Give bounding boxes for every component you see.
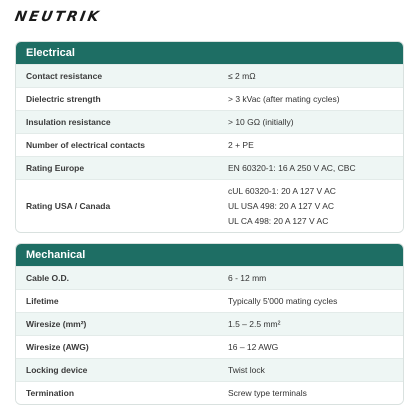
spec-value: ≤ 2 mΩ <box>228 71 256 81</box>
spec-row <box>16 156 403 179</box>
spec-value: 16 – 12 AWG <box>228 342 279 352</box>
spec-value: 1.5 – 2.5 mm² <box>228 319 281 329</box>
spec-value: Twist lock <box>228 365 265 375</box>
spec-label: Rating USA / Canada <box>26 201 111 211</box>
spec-row <box>16 179 403 232</box>
spec-label: Insulation resistance <box>26 117 111 127</box>
spec-value: > 10 GΩ (initially) <box>228 117 294 127</box>
spec-label: Locking device <box>26 365 88 375</box>
mechanical-section <box>15 243 404 405</box>
spec-value: 6 - 12 mm <box>228 273 267 283</box>
spec-row <box>16 87 403 110</box>
spec-label: Number of electrical contacts <box>26 140 146 150</box>
spec-row <box>16 381 403 404</box>
spec-row <box>16 312 403 335</box>
spec-value-line: UL CA 498: 20 A 127 V AC <box>228 215 329 226</box>
spec-label: Lifetime <box>26 296 59 306</box>
spec-value: > 3 kVac (after mating cycles) <box>228 94 340 104</box>
section-title: Mechanical <box>16 244 403 266</box>
spec-row <box>16 289 403 312</box>
spec-row <box>16 358 403 381</box>
spec-label: Contact resistance <box>26 71 103 81</box>
spec-value-list <box>228 184 403 229</box>
spec-label: Wiresize (AWG) <box>26 342 89 352</box>
neutrik-logo: NEUTRIK <box>13 9 103 25</box>
spec-value-line: cUL 60320-1: 20 A 127 V AC <box>228 185 336 196</box>
spec-value: EN 60320-1: 16 A 250 V AC, CBC <box>228 163 356 173</box>
spec-label: Cable O.D. <box>26 273 69 283</box>
spec-label: Termination <box>26 388 75 398</box>
spec-row <box>16 266 403 289</box>
spec-value: Typically 5'000 mating cycles <box>228 296 338 306</box>
spec-label: Dielectric strength <box>26 94 101 104</box>
electrical-section <box>15 41 404 233</box>
section-title: Electrical <box>16 42 403 64</box>
spec-row <box>16 133 403 156</box>
spec-label: Rating Europe <box>26 163 85 173</box>
spec-value-line: UL USA 498: 20 A 127 V AC <box>228 200 335 211</box>
spec-row <box>16 64 403 87</box>
spec-value: 2 + PE <box>228 140 254 150</box>
spec-label: Wiresize (mm²) <box>26 319 87 329</box>
spec-row <box>16 110 403 133</box>
spec-value: Screw type terminals <box>228 388 307 398</box>
spec-row <box>16 335 403 358</box>
